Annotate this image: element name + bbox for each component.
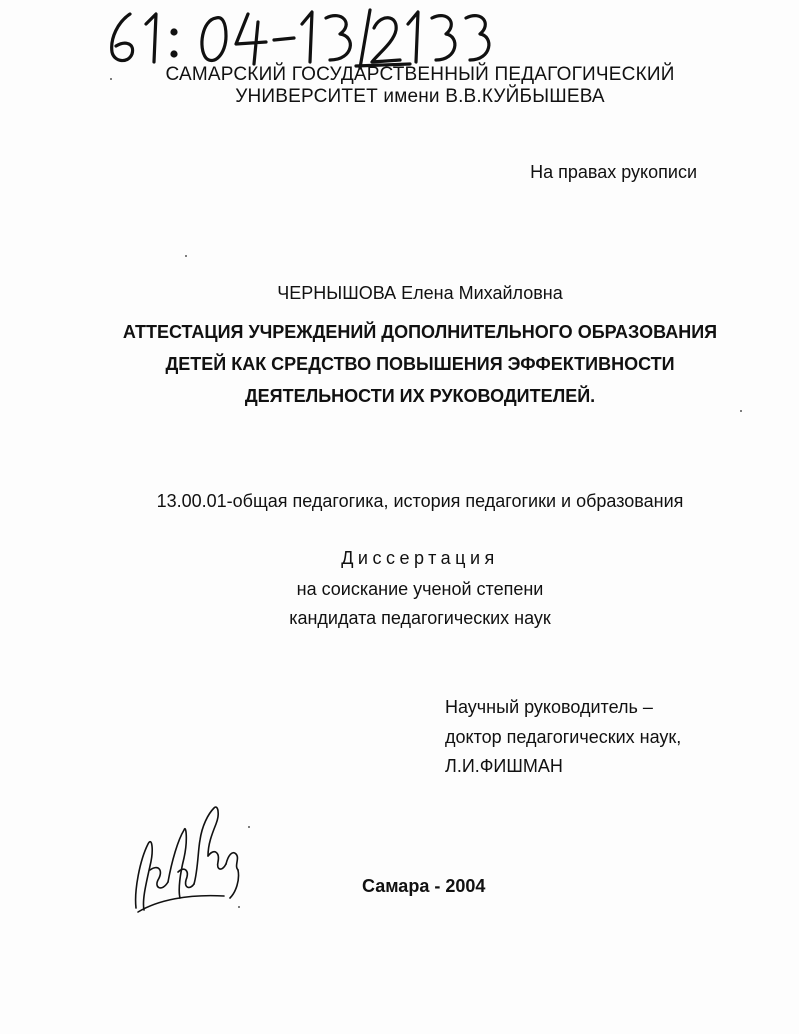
- supervisor-line2: доктор педагогических наук,: [445, 727, 682, 747]
- supervisor-line1: Научный руководитель –: [445, 697, 653, 717]
- archive-stamp-handwritten: [98, 2, 498, 72]
- supervisor-name: Л.И.ФИШМАН: [445, 756, 563, 776]
- degree-line2: кандидата педагогических наук: [289, 608, 551, 628]
- signature-icon: [128, 800, 258, 920]
- dissertation-label: Диссертация: [341, 548, 499, 568]
- scan-speck: [185, 255, 187, 257]
- scan-speck: [740, 410, 742, 412]
- scan-speck: [110, 78, 112, 80]
- handwritten-number-icon: [98, 2, 498, 72]
- title-line1: АТТЕСТАЦИЯ УЧРЕЖДЕНИЙ ДОПОЛНИТЕЛЬНОГО ОБРАЗОВАНИЯ: [122, 322, 718, 342]
- dissertation-title: [0, 316, 799, 412]
- university-name-line1: САМАРСКИЙ ГОСУДАРСТВЕННЫЙ ПЕДАГОГИЧЕСКИЙ: [165, 64, 675, 85]
- scan-speck: [248, 826, 250, 828]
- university-name-line2: УНИВЕРСИТЕТ имени В.В.КУЙБЫШЕВА: [235, 86, 605, 107]
- specialty-code: 13.00.01-общая педагогика, история педагогики и образования: [156, 491, 684, 511]
- city-year: Самара - 2004: [362, 876, 486, 896]
- degree-line1: на соискание ученой степени: [296, 579, 544, 599]
- author-name: ЧЕРНЫШОВА Елена Михайловна: [277, 283, 563, 303]
- title-line2: ДЕТЕЙ КАК СРЕДСТВО ПОВЫШЕНИЯ ЭФФЕКТИВНОСТИ: [165, 354, 675, 374]
- scan-speck: [238, 906, 240, 908]
- rights-note: На правах рукописи: [530, 162, 697, 182]
- title-line3: ДЕЯТЕЛЬНОСТИ ИХ РУКОВОДИТЕЛЕЙ.: [244, 386, 596, 406]
